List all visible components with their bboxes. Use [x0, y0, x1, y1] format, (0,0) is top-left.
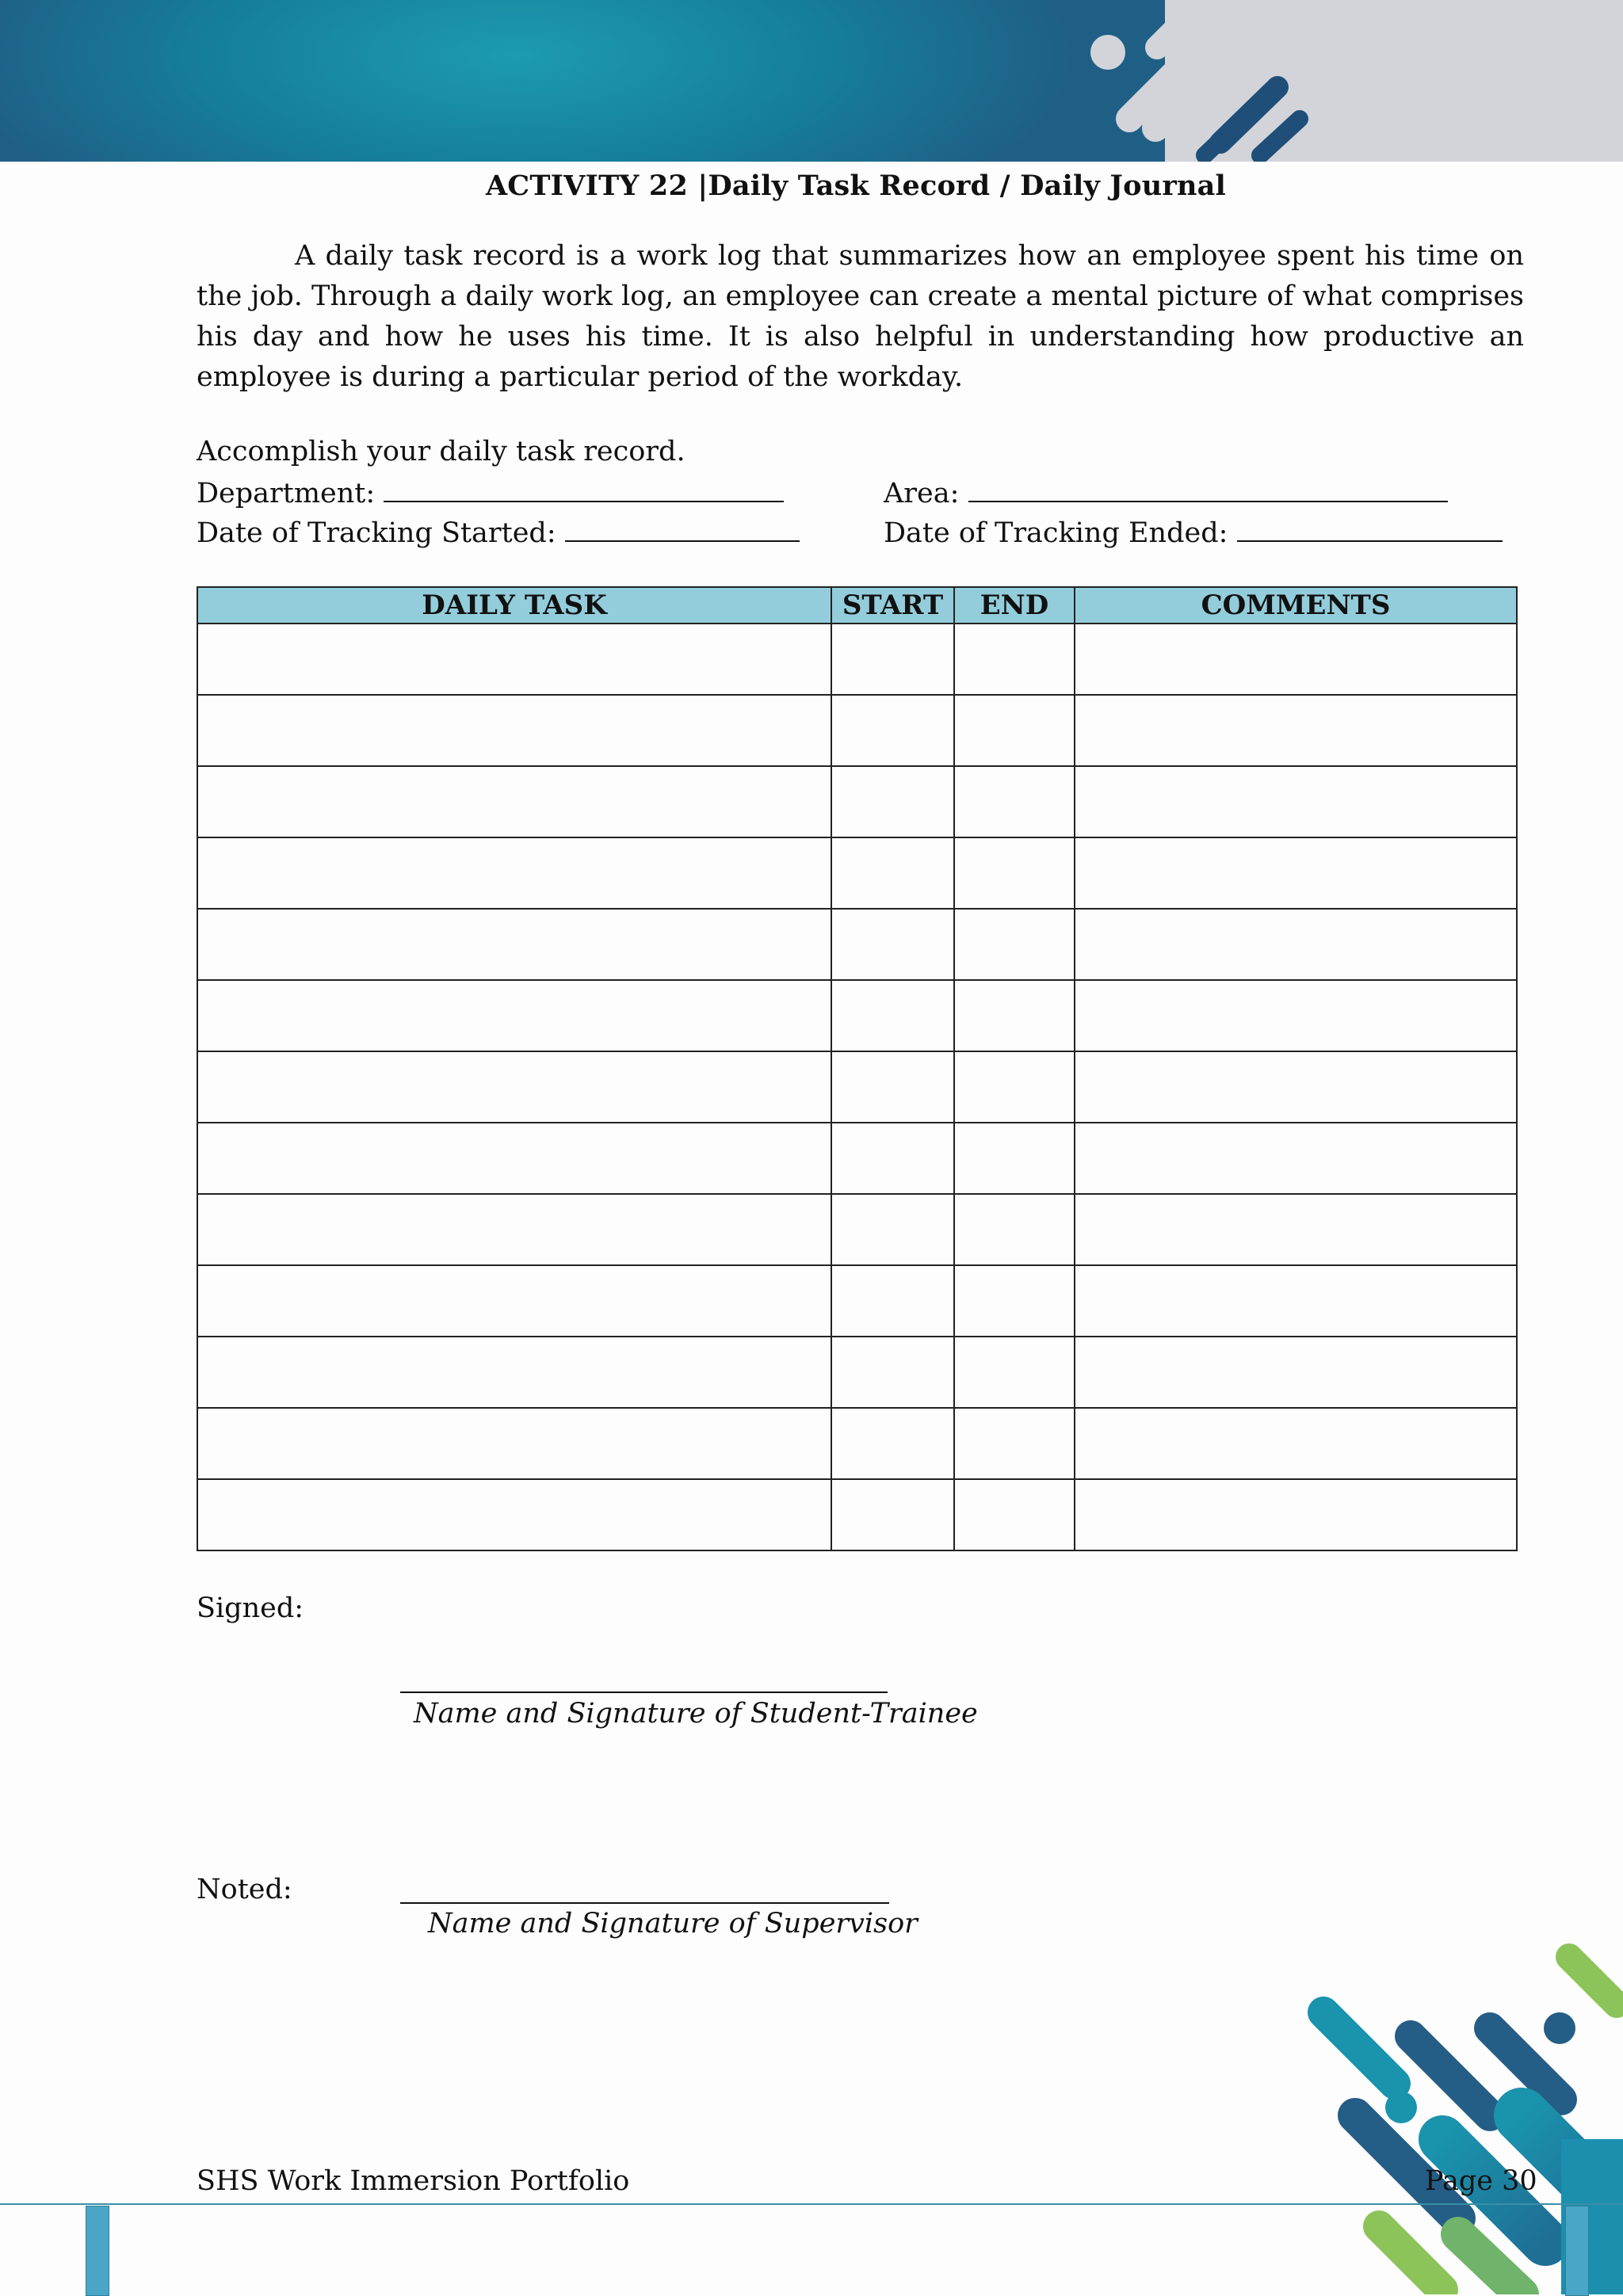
header-stripes-decoration — [1062, 0, 1347, 162]
start-cell[interactable] — [831, 909, 954, 980]
start-cell[interactable] — [831, 1123, 954, 1194]
comments-cell[interactable] — [1075, 624, 1517, 695]
end-cell[interactable] — [954, 980, 1075, 1051]
comments-cell[interactable] — [1075, 1123, 1517, 1194]
start-cell[interactable] — [831, 766, 954, 837]
department-input-line[interactable] — [384, 477, 784, 502]
end-cell[interactable] — [954, 1408, 1075, 1479]
supervisor-caption: Name and Signature of Supervisor — [428, 1908, 918, 1939]
table-row — [197, 766, 1517, 837]
table-row — [197, 1265, 1517, 1337]
start-cell[interactable] — [831, 1265, 954, 1337]
header-banner — [0, 0, 1623, 162]
task-cell[interactable] — [197, 1123, 831, 1194]
start-cell[interactable] — [831, 980, 954, 1051]
table-row — [197, 909, 1517, 980]
table-header-row — [197, 587, 1517, 624]
activity-title: ACTIVITY 22 |Daily Task Record / Daily Journal — [485, 170, 1227, 202]
comments-cell[interactable] — [1075, 766, 1517, 837]
end-cell[interactable] — [954, 1337, 1075, 1408]
table-row — [197, 837, 1517, 909]
table-row — [197, 1123, 1517, 1194]
intro-paragraph: A daily task record is a work log that summarizes how an employee spent his time on the job. Through a daily work log, an employee can create a mental picture of what comprises his day and how he uses his time. It is also helpful in understanding how productive an employee is during a particular period of the workday. — [197, 240, 1524, 393]
task-cell[interactable] — [197, 1194, 831, 1265]
start-cell[interactable] — [831, 1051, 954, 1123]
area-field — [884, 477, 1448, 509]
department-field — [197, 477, 784, 509]
header-comments: COMMENTS — [1075, 587, 1517, 624]
task-cell[interactable] — [197, 1051, 831, 1123]
comments-cell[interactable] — [1075, 1479, 1517, 1550]
start-cell[interactable] — [831, 695, 954, 766]
comments-cell[interactable] — [1075, 1194, 1517, 1265]
task-cell[interactable] — [197, 1408, 831, 1479]
start-cell[interactable] — [831, 1479, 954, 1550]
footer-rule — [0, 2203, 1623, 2205]
table-row — [197, 1408, 1517, 1479]
task-cell[interactable] — [197, 1337, 831, 1408]
end-cell[interactable] — [954, 1123, 1075, 1194]
start-cell[interactable] — [831, 624, 954, 695]
end-cell[interactable] — [954, 766, 1075, 837]
footer-page-number: Page 30 — [1425, 2165, 1537, 2197]
header-start: START — [831, 587, 954, 624]
table-row — [197, 1479, 1517, 1550]
table-row — [197, 1051, 1517, 1123]
comments-cell[interactable] — [1075, 980, 1517, 1051]
date-started-label: Date of Tracking Started: — [197, 517, 556, 549]
area-label: Area: — [884, 478, 960, 509]
task-cell[interactable] — [197, 624, 831, 695]
table-row — [197, 1194, 1517, 1265]
trainee-signature-line[interactable] — [400, 1691, 888, 1693]
task-cell[interactable] — [197, 695, 831, 766]
task-cell[interactable] — [197, 1479, 831, 1550]
start-cell[interactable] — [831, 837, 954, 909]
comments-cell[interactable] — [1075, 1337, 1517, 1408]
signed-label: Signed: — [197, 1592, 304, 1624]
footer-portfolio-title: SHS Work Immersion Portfolio — [197, 2165, 630, 2197]
comments-cell[interactable] — [1075, 695, 1517, 766]
comments-cell[interactable] — [1075, 1265, 1517, 1337]
date-ended-label: Date of Tracking Ended: — [884, 517, 1228, 549]
start-cell[interactable] — [831, 1408, 954, 1479]
department-label: Department: — [197, 478, 376, 509]
footer-right-bar — [1565, 2206, 1589, 2296]
end-cell[interactable] — [954, 1194, 1075, 1265]
comments-cell[interactable] — [1075, 1408, 1517, 1479]
date-ended-field — [884, 517, 1503, 549]
table-row — [197, 980, 1517, 1051]
instruction-text: Accomplish your daily task record. — [197, 436, 685, 467]
table-row — [197, 1337, 1517, 1408]
task-cell[interactable] — [197, 766, 831, 837]
end-cell[interactable] — [954, 1479, 1075, 1550]
footer-left-bar — [86, 2206, 109, 2296]
task-cell[interactable] — [197, 980, 831, 1051]
comments-cell[interactable] — [1075, 837, 1517, 909]
table-row — [197, 695, 1517, 766]
header-daily-task: DAILY TASK — [197, 587, 831, 624]
end-cell[interactable] — [954, 624, 1075, 695]
end-cell[interactable] — [954, 837, 1075, 909]
date-started-input-line[interactable] — [565, 517, 800, 542]
supervisor-signature-line[interactable] — [400, 1902, 889, 1904]
header-end: END — [954, 587, 1075, 624]
task-cell[interactable] — [197, 909, 831, 980]
end-cell[interactable] — [954, 909, 1075, 980]
date-ended-input-line[interactable] — [1237, 517, 1503, 542]
trainee-caption: Name and Signature of Student-Trainee — [414, 1698, 978, 1730]
noted-label: Noted: — [197, 1874, 292, 1905]
comments-cell[interactable] — [1075, 909, 1517, 980]
end-cell[interactable] — [954, 695, 1075, 766]
date-started-field — [197, 517, 800, 549]
table-row — [197, 624, 1517, 695]
task-cell[interactable] — [197, 1265, 831, 1337]
comments-cell[interactable] — [1075, 1051, 1517, 1123]
start-cell[interactable] — [831, 1194, 954, 1265]
end-cell[interactable] — [954, 1265, 1075, 1337]
daily-task-table — [197, 586, 1518, 1551]
start-cell[interactable] — [831, 1337, 954, 1408]
end-cell[interactable] — [954, 1051, 1075, 1123]
task-cell[interactable] — [197, 837, 831, 909]
area-input-line[interactable] — [968, 477, 1448, 502]
